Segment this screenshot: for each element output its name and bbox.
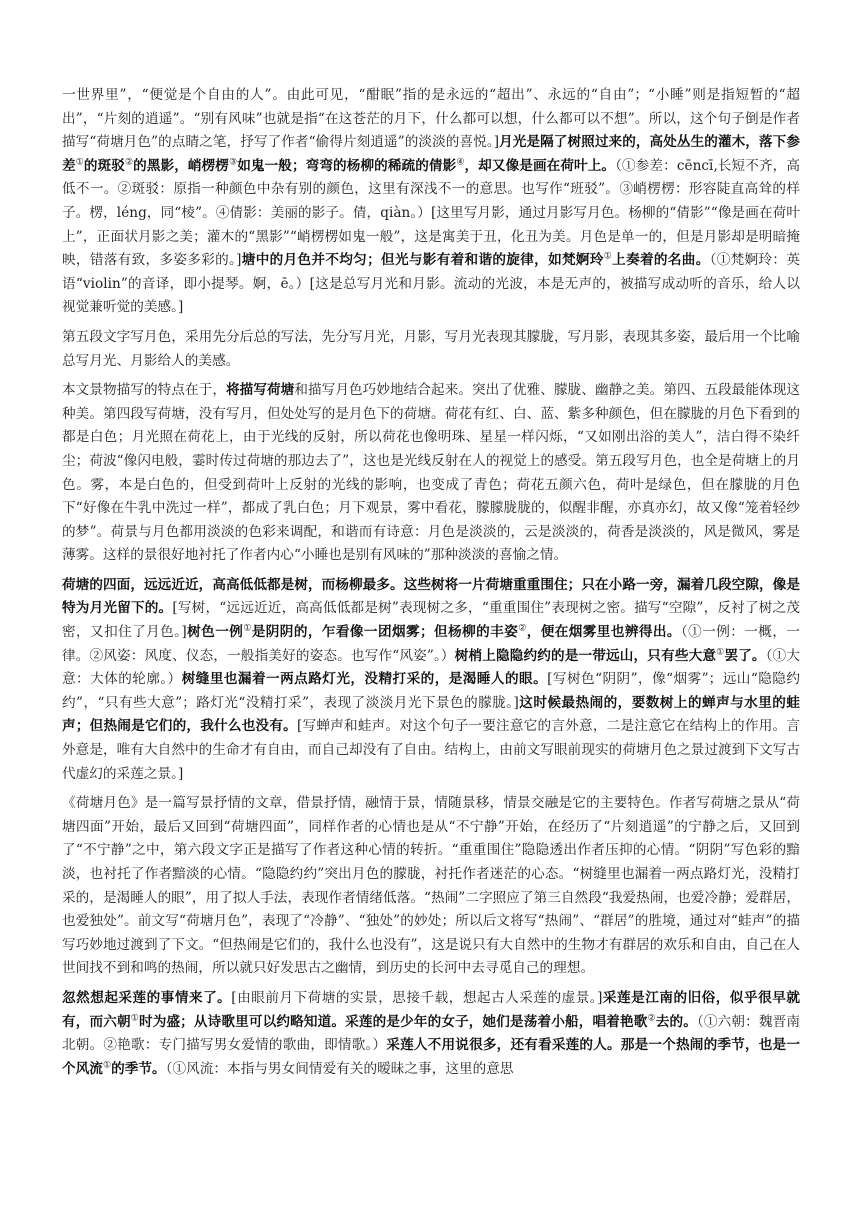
footnote-marker: ④ xyxy=(456,157,465,168)
bold-source-text: 时为盛；从诗歌里可以约略知道。采莲的是少年的女子，她们是荡着小船，唱着艳歌 xyxy=(138,1013,648,1030)
document-page xyxy=(62,84,800,1087)
footnote-marker: ② xyxy=(124,157,134,168)
footnote-marker: ② xyxy=(647,1013,656,1024)
bold-source-text: 树梢上隐隐约约的是一带远山，只有些大意 xyxy=(454,647,717,664)
annotation-text: 本文景物描写的特点在于， xyxy=(62,382,226,399)
footnote-marker: ① xyxy=(75,157,84,168)
annotation-text: （①梵婀玲：英语“violin”的音译，即小提琴。婀，ē。）[这是总写月光和月影。流动的光波，本是无声的，被描写成动听的音乐，给人以视觉兼听觉的美感。] xyxy=(62,252,800,316)
bold-source-text: 如鬼一般；弯弯的杨柳的稀疏的倩影 xyxy=(237,157,457,174)
bold-source-text: 月光是隔了树照过来的，高处丛生的灌木，落下参差 xyxy=(62,134,800,174)
bold-source-text: ，便在烟雾里也辨得出。 xyxy=(526,624,681,641)
annotation-text: （①大意：大体的轮廓。） xyxy=(62,647,800,688)
footnote-marker: ① xyxy=(716,647,725,658)
annotation-text: [写蝉声和蛙声。对这个句子一要注意它的言外意，二是注意它在结构上的作用。言外意是，唯有大自然中的生命才有自由，而自己却没有了自由。结构上，由前文写眼前现实的荷塘月色之景过渡到下文写古代虚幻的采莲之景。] xyxy=(62,718,800,782)
footnote-marker: ② xyxy=(518,623,527,634)
bold-source-text: 将描写荷塘 xyxy=(226,382,295,399)
paragraph-section-five-summary xyxy=(62,326,800,373)
footnote-marker: ① xyxy=(102,1060,112,1071)
annotation-text: （①参差：cēncī,长短不齐，高低不一。②斑驳：原指一种颜色中杂有别的颜色，这里有深浅不一的意思。也写作“班驳”。③峭楞楞：形容陡直高耸的样子。楞，léng，同“棱”。④倩影：美丽的影子。倩，qiàn。）[这里写月影，通过月影写月色。杨柳的“倩影”“像是画在荷叶上”，正面状月影之美；灌木的“黑影”“峭楞楞如鬼一般”，这是寓美于丑，化丑为美。月色是单一的，但是月影却是明暗掩映，错落有致，多姿多彩的。] xyxy=(62,157,800,269)
paragraph-moon-shadow xyxy=(62,84,800,320)
annotation-text: （①一例：一概，一律。②风姿：风度、仪态，一般指美好的姿态。也写作“风姿”。） xyxy=(62,624,800,664)
bold-source-text: 去的。 xyxy=(655,1013,697,1030)
bold-source-text: 荷塘的四面，远远近近，高高低低都是树，而杨柳最多。这些树将一片荷塘重重围住；只在小路一旁，漏着几段空隙，像是特为月光留下的。 xyxy=(62,576,800,617)
bold-source-text: 忽然想起采莲的事情来了。 xyxy=(62,989,232,1006)
bold-source-text: 树缝里也漏着一两点路灯光，没精打采的，是渴睡人的眼。 xyxy=(181,671,548,688)
annotation-text: 第五段文字写月色，采用先分后总的写法，先分写月光，月影，写月光表现其朦胧，写月影，表现其多姿，最后用一个比喻总写月光、月影给人的美感。 xyxy=(62,328,800,369)
footnote-marker: ① xyxy=(603,251,613,262)
paragraph-emotion-analysis xyxy=(62,792,800,981)
footnote-marker: ① xyxy=(130,1013,139,1024)
bold-source-text: 是阴阴的，乍看像一团烟雾；但杨柳的丰姿 xyxy=(251,624,519,641)
annotation-text: [写树，“远远近近，高高低低都是树”表现树之多，“重重围住”表现树之密。描写“空隙”，反衬了树之茂密，又扣住了月色。] xyxy=(62,600,800,641)
paragraph-scenery-features xyxy=(62,379,800,568)
footnote-marker: ③ xyxy=(229,157,238,168)
bold-source-text: 的斑驳 xyxy=(83,157,125,174)
paragraph-trees-around-pond xyxy=(62,574,800,786)
bold-source-text: 这时候最热闹的，要数树上的蝉声与水里的蛙声；但热闹是它们的，我什么也没有。 xyxy=(62,694,800,735)
annotation-text: 和描写月色巧妙地结合起来。突出了优雅、朦胧、幽静之美。第四、五段最能体现这种美。第四段写荷塘，没有写月，但处处写的是月色下的荷塘。荷花有红、白、蓝、紫多种颜色，但在朦胧的月色下看到的都是白色；月光照在荷花上，由于光线的反射，所以荷花也像明珠、星星一样闪烁，“又如刚出浴的美人”，洁白得不染纤尘；荷波“像闪电般，霎时传过荷塘的那边去了”，这也是光线反射在人的视觉上的感受。第五段写月色，也全是荷塘上的月色。雾，本是白色的，但受到荷叶上反射的光线的影响，也变成了青色；荷花五颜六色，荷叶是绿色，但在朦胧的月色下“好像在牛乳中洗过一样”，都成了乳白色；月下观景，雾中看花，朦朦胧胧的，似醒非醒，亦真亦幻，故又像“笼着轻纱的梦”。荷景与月色都用淡淡的色彩来调配，和谐而有诗意：月色是淡淡的，云是淡淡的，荷香是淡淡的，风是微风，雾是薄雾。这样的景很好地衬托了作者内心“小睡也是别有风味的”那种淡淡的喜愉之情。 xyxy=(62,382,800,564)
bold-source-text: 采莲人不用说很多，还有看采莲的人。那是一个热闹的季节，也是一个风流 xyxy=(62,1037,801,1077)
bold-source-text: 采莲是江南的旧俗，似乎很早就有，而六朝 xyxy=(62,989,800,1030)
bold-source-text: 上奏着的名曲。 xyxy=(612,252,710,269)
bold-source-text: 的季节。 xyxy=(111,1060,166,1077)
bold-source-text: 罢了。 xyxy=(724,647,766,664)
annotation-text: [由眼前月下荷塘的实景，思接千载，想起古人采莲的虚景。] xyxy=(231,989,603,1006)
annotation-text: （①风流：本指与男女间情爱有关的暧昧之事，这里的意思 xyxy=(165,1060,514,1077)
annotation-text: （①六朝：魏晋南北朝。②艳歌：专门描写男女爱情的歌曲，即情歌。） xyxy=(62,1013,800,1054)
paragraph-lotus-picking xyxy=(62,987,800,1081)
bold-source-text: ，却又像是画在荷叶上。 xyxy=(464,157,616,174)
annotation-text: 一世界里”，“便觉是个自由的人”。由此可见，“酣眠”指的是永远的“超出”、永远的“自由”；“小睡”则是指短暂的“超出”，“片刻的逍遥”。“别有风味”也就是指“在这苍茫的月下，什么都可以想，什么都可以不想”。所以，这个句子倒是作者描写“荷塘月色”的点睛之笔，抒写了作者“偷得片刻逍遥”的淡淡的喜悦。] xyxy=(62,87,800,151)
annotation-text: [写树色“阴阴”，像“烟雾”；远山“隐隐约约”，“只有些大意”；路灯光“没精打采”，表现了淡淡月光下景色的朦胧。] xyxy=(62,671,800,711)
footnote-marker: ① xyxy=(243,623,252,634)
bold-source-text: 塘中的月色并不均匀；但光与影有着和谐的旋律，如梵婀玲 xyxy=(241,252,604,269)
annotation-text: 《荷塘月色》是一篇写景抒情的文章，借景抒情，融情于景，情随景移，情景交融是它的主要特色。作者写荷塘之景从“荷塘四面”开始，最后又回到“荷塘四面”，同样作者的心情也是从“不宁静”开始，在经历了“片刻逍遥”的宁静之后，又回到了“不宁静”之中，第六段文字正是描写了作者这种心情的转折。“重重围住”隐隐透出作者压抑的心情。“阴阴”写色彩的黯淡，也衬托了作者黯淡的心情。“隐隐约约”突出月色的朦胧，衬托作者迷茫的心态。“树缝里也漏着一两点路灯光，没精打采的，是渴睡人的眼”，用了拟人手法，表现作者情绪低落。“热闹”二字照应了第三自然段“我爱热闹，也爱冷静；爱群居，也爱独处”。前文写“荷塘月色”，表现了“冷静”、“独处”的妙处；所以后文将写“热闹”、“群居”的胜境，通过对“蛙声”的描写巧妙地过渡到了下文。“但热闹是它们的，我什么也没有”，这是说只有大自然中的生物才有群居的欢乐和自由，自己在人世间找不到和鸣的热闹，所以就只好发思古之幽情，到历史的长河中去寻觅自己的理想。 xyxy=(62,795,800,977)
bold-source-text: 树色一例 xyxy=(186,624,244,641)
bold-source-text: 的黑影，峭楞楞 xyxy=(133,157,230,174)
